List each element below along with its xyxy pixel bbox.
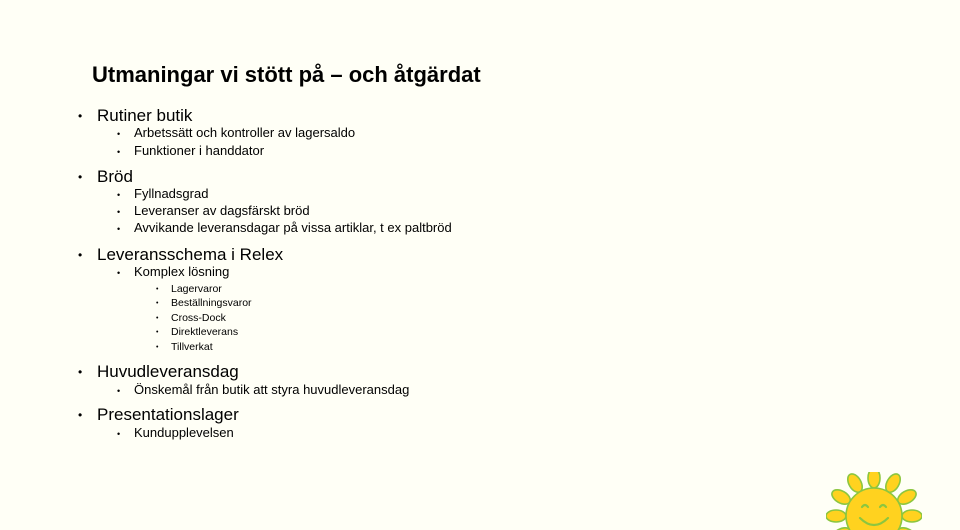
sub-list-item: Lagervaror (171, 283, 222, 295)
list-item: Kundupplevelsen (134, 425, 234, 440)
bullet-icon: • (156, 315, 159, 322)
list-item: Avvikande leveransdagar på vissa artiklar, t ex paltbröd (134, 220, 452, 235)
list-item: Arbetssätt och kontroller av lagersaldo (134, 125, 356, 140)
bullet-icon: • (78, 365, 83, 379)
list-item: Fyllnadsgrad (134, 186, 209, 201)
bullet-icon: • (78, 170, 83, 184)
section-heading: Huvudleveransdag (97, 362, 239, 381)
list-item: Funktioner i handdator (134, 143, 265, 158)
smiling-sun-logo-icon (826, 472, 922, 530)
section-heading: Leveransschema i Relex (97, 245, 284, 264)
bullet-icon: • (117, 190, 121, 200)
bullet-icon: • (117, 207, 121, 217)
bullet-icon: • (78, 248, 83, 262)
bullet-icon: • (156, 344, 159, 351)
section-heading: Presentationslager (97, 405, 239, 424)
bullet-icon: • (117, 386, 121, 396)
section-heading: Rutiner butik (97, 106, 193, 125)
bullet-icon: • (117, 129, 121, 139)
bullet-icon: • (117, 224, 121, 234)
bullet-icon: • (156, 329, 159, 336)
sub-list-item: Direktleverans (171, 326, 239, 338)
sub-list-item: Beställningsvaror (171, 297, 252, 309)
bullet-icon: • (156, 286, 159, 293)
bullet-icon: • (117, 147, 121, 157)
slide-title: Utmaningar vi stött på – och åtgärdat (92, 62, 481, 87)
bullet-icon: • (117, 429, 121, 439)
sub-list-item: Cross-Dock (171, 312, 226, 324)
list-item: Leveranser av dagsfärskt bröd (134, 203, 310, 218)
bullet-icon: • (156, 300, 159, 307)
sub-list-item: Tillverkat (171, 341, 213, 353)
list-item: Komplex lösning (134, 264, 230, 279)
list-item: Önskemål från butik att styra huvudleveransdag (134, 382, 410, 397)
bullet-icon: • (78, 109, 83, 123)
bullet-icon: • (117, 268, 121, 278)
section-heading: Bröd (97, 167, 133, 186)
bullet-icon: • (78, 408, 83, 422)
